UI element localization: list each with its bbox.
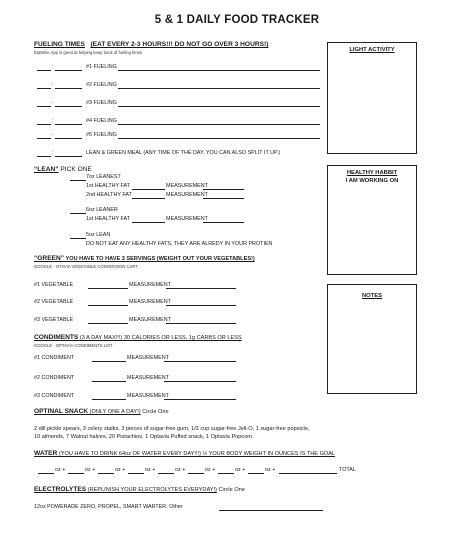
vegetable-label: #2 VEGETABLE: [34, 299, 74, 305]
fueling-heading-note: (EAT EVERY 2-3 HOURS!!! DO NOT GO OVER 3 HOURS!): [90, 41, 269, 48]
measurement-label: MEASUREMENT: [127, 375, 169, 381]
condiments-heading-note: (3 A DAY MAX!!!) 30 CALORIES OR LESS, 1g CARBS OR LESS: [78, 335, 242, 341]
water-oz-label: oz +: [235, 467, 246, 473]
condiment-field[interactable]: [92, 361, 126, 362]
snack-circle-one: Circle One: [140, 409, 169, 415]
water-oz-label: oz +: [265, 467, 276, 473]
electrolytes-circle-one: Circle One: [216, 487, 245, 493]
lean-heading-suffix: PICK ONE: [58, 166, 92, 173]
healthy-fat-label: 2nd HEALTHY FAT: [86, 192, 132, 198]
electrolytes-options[interactable]: 12oz POWERADE ZERO, PROPEL, SMART WARTER, Other: [34, 504, 183, 510]
time-field[interactable]: [55, 138, 82, 139]
time-field[interactable]: [37, 156, 51, 157]
water-oz-field[interactable]: [128, 473, 144, 474]
electrolytes-heading-row: [34, 487, 245, 494]
fueling-entry-field[interactable]: [118, 70, 320, 71]
water-oz-field[interactable]: [218, 473, 234, 474]
condiments-heading-row: [34, 335, 242, 342]
fueling-label: #3 FUELING: [86, 100, 117, 106]
tracker-page: 5 & 1 DAILY FOOD TRACKER LIGHT ACTIVITY HEALTHY HABBIT I AM WORKING ON NOTES FUELING TIMES (EAT EVERY 2-3 HOURS!!! DO NOT GO OVER 3 HOURS!) EatWise App is great at helping keep track of fueling times : #1 FUELING : #2 FUELING : #3 FUELING : #4 FUELING : #5 FUELING : LEAN & GREEN MEAL (ANY TIME OF THE DAY. YOU CAN ALSO SPLIT IT UP.) “LEAN” PICK ONE 7oz LEANEST 1st HEALTHY FAT MEASUREMENT 2nd HEALTHY FAT MEASUREMENT 6oz LEANER 1st HEALTHY FAT MEASUREMENT 5oz LEAN DO NOT EAT ANY HEALTHY FATS, THEY ARE ALREDY IN YOUR PROTIEN “GREEN” YOU HAVE TO HAVE 3 SERVINGS (WEIGHT OUT YOUR VEGETABLES!) GOOGLE - OTAVIA VEGETABLE CONVERSION CART #1 VEGETABLE MEASUREMENT #2 VEGETABLE MEASUREMENT #3 VEGETABLE MEASUREMENT CONDIMENTS (3 A DAY MAX!!!) 30 CALORIES OR LESS, 1g CARBS OR LESS GOOGLE - OPTAVIA CONDIMENTS LIST #1 CONDIMENT MEASUREMENT #2 CONDIMENT MEASUREMENT #3 CONDIMENT MEASUREMENT OPTINAL SNACK (ONLY ONE A DAY!) Circle One 2 dill pickle spears, 3 celery stalks, 3 pieces of sugar-free gum, 1/2 cup sugar-free Jell-O, 1 sugar-free popsicle, 10 almonds, 7 Walnut halves, 20 Pistachios, 1 Optavia Puffed snack, 1 Optavia Popcorn. WATER (YOU HAVE TO DRINK 64oz OF WATER EVERY DAY!!!) ½ YOUR BODY WEIGHT IN OUNCES IS THE GOAL oz + oz + oz + oz + oz + oz + oz + oz + TOTAL ELECTROLYTES (REPLINISH YOUR ELECTROLYTES EVERYDAY!) Circle One 12oz POWERADE ZERO, PROPEL, SMART WARTER, Other: [0, 0, 474, 534]
fueling-entry-field[interactable]: [118, 88, 320, 89]
water-oz-field[interactable]: [248, 473, 264, 474]
page-title: 5 & 1 DAILY FOOD TRACKER: [154, 14, 320, 26]
vegetable-field[interactable]: [88, 305, 128, 306]
healthy-habit-title: HEALTHY HABBIT: [346, 170, 398, 176]
water-oz-label: oz +: [205, 467, 216, 473]
vegetable-label: #3 VEGETABLE: [34, 317, 74, 323]
water-oz-label: oz +: [85, 467, 96, 473]
water-heading: WATER: [34, 450, 58, 457]
snack-heading-note: (ONLY ONE A DAY!): [88, 409, 141, 415]
green-heading-row: [34, 256, 255, 263]
green-heading-note: YOU HAVE TO HAVE 3 SERVINGS (WEIGHT OUT YOUR VEGETABLES!): [64, 256, 255, 262]
electrolytes-heading: ELECTROLYTES: [34, 486, 87, 493]
water-total-label: TOTAL: [339, 467, 356, 473]
water-oz-field[interactable]: [188, 473, 204, 474]
condiment-label: #1 CONDIMENT: [34, 355, 75, 361]
measurement-label: MEASUREMENT: [166, 192, 208, 198]
lean-green-label: LEAN & GREEN MEAL (ANY TIME OF THE DAY. YOU CAN ALSO SPLIT IT UP.): [86, 150, 281, 156]
healthy-fat-label: 1st HEALTHY FAT: [86, 216, 131, 222]
fueling-entry-field[interactable]: [118, 138, 320, 139]
snack-heading: OPTINAL SNACK: [34, 408, 89, 415]
healthy-habit-box: [327, 165, 417, 275]
time-field[interactable]: [55, 70, 82, 71]
fueling-label: #1 FUELING: [86, 64, 117, 70]
measurement-field[interactable]: [203, 189, 244, 190]
water-heading-row: [34, 451, 335, 458]
leaner-label: 6oz LEANER: [86, 207, 118, 213]
measurement-field[interactable]: [166, 323, 236, 324]
time-field[interactable]: [55, 88, 82, 89]
green-heading: “GREEN”: [34, 255, 65, 262]
vegetable-label: #1 VEGETABLE: [34, 282, 74, 288]
time-field[interactable]: [37, 124, 51, 125]
snack-options-line1[interactable]: 2 dill pickle spears, 3 celery stalks, 3 pieces of sugar-free gum, 1/2 cup sugar-free Jell-O, 1 sugar-free popsicle,: [34, 426, 310, 432]
time-field[interactable]: [37, 70, 51, 71]
time-field[interactable]: [37, 88, 51, 89]
lean-note: DO NOT EAT ANY HEALTHY FATS, THEY ARE ALREDY IN YOUR PROTIEN: [86, 241, 273, 247]
fueling-label: #2 FUELING: [86, 82, 117, 88]
measurement-field[interactable]: [164, 399, 236, 400]
healthy-fat-field[interactable]: [132, 198, 165, 199]
time-field[interactable]: [55, 106, 82, 107]
fueling-heading-row: [34, 42, 268, 49]
measurement-field[interactable]: [203, 198, 244, 199]
notes-title: NOTES: [362, 293, 382, 299]
green-subtitle: GOOGLE - OTAVIA VEGETABLE CONVERSION CART: [34, 264, 138, 269]
vegetable-field[interactable]: [88, 323, 128, 324]
measurement-label: MEASUREMENT: [129, 317, 171, 323]
water-oz-field[interactable]: [98, 473, 114, 474]
healthy-fat-field[interactable]: [132, 222, 165, 223]
lean-field[interactable]: [70, 238, 86, 239]
time-field[interactable]: [37, 138, 51, 139]
measurement-field[interactable]: [166, 288, 236, 289]
leaner-field[interactable]: [70, 213, 86, 214]
water-oz-field[interactable]: [158, 473, 174, 474]
light-activity-title: LIGHT ACTIVITY: [349, 47, 395, 53]
lean-heading: “LEAN”: [34, 166, 59, 173]
water-heading-note: (YOU HAVE TO DRINK 64oz OF WATER EVERY DAY!!!) ½ YOUR BODY WEIGHT IN OUNCES IS THE GOAL: [57, 451, 336, 457]
condiment-label: #2 CONDIMENT: [34, 375, 75, 381]
water-oz-field[interactable]: [38, 473, 54, 474]
fueling-label: #5 FUELING: [86, 132, 117, 138]
condiment-label: #3 CONDIMENT: [34, 393, 75, 399]
snack-options-line2[interactable]: 10 almonds, 7 Walnut halves, 20 Pistachios, 1 Optavia Puffed snack, 1 Optavia Popcorn.: [34, 434, 254, 440]
fueling-subtitle: EatWise App is great at helping keep track of fueling times: [34, 50, 143, 55]
measurement-field[interactable]: [166, 305, 236, 306]
snack-heading-row: [34, 409, 169, 416]
measurement-label: MEASUREMENT: [127, 393, 169, 399]
water-oz-label: oz +: [115, 467, 126, 473]
leanest-field[interactable]: [70, 180, 86, 181]
measurement-field[interactable]: [203, 222, 244, 223]
healthy-habit-subtitle: I AM WORKING ON: [345, 178, 399, 184]
measurement-field[interactable]: [164, 361, 236, 362]
time-field[interactable]: [37, 106, 51, 107]
measurement-label: MEASUREMENT: [166, 216, 208, 222]
fueling-label: #4 FUELING: [86, 118, 117, 124]
condiment-field[interactable]: [92, 399, 126, 400]
healthy-fat-label: 1st HEALTHY FAT: [86, 183, 131, 189]
time-field[interactable]: [55, 124, 82, 125]
electrolytes-other-field[interactable]: [219, 510, 323, 511]
water-oz-label: oz +: [55, 467, 66, 473]
condiments-heading: CONDIMENTS: [34, 334, 79, 341]
water-oz-field[interactable]: [68, 473, 84, 474]
water-oz-label: oz +: [145, 467, 156, 473]
time-field[interactable]: [55, 156, 82, 157]
electrolytes-heading-note: (REPLINISH YOUR ELECTROLYTES EVERYDAY!): [86, 487, 217, 493]
measurement-label: MEASUREMENT: [127, 355, 169, 361]
fueling-heading: FUELING TIMES: [34, 41, 85, 48]
vegetable-field[interactable]: [88, 288, 128, 289]
healthy-fat-field[interactable]: [132, 189, 165, 190]
leanest-label: 7oz LEANEST: [86, 174, 121, 180]
water-total-field[interactable]: [279, 473, 337, 474]
lean-heading-row: [34, 167, 92, 174]
fueling-entry-field[interactable]: [118, 124, 320, 125]
light-activity-box: [327, 42, 417, 154]
measurement-label: MEASUREMENT: [129, 299, 171, 305]
lean-label: 5oz LEAN: [86, 232, 111, 238]
measurement-field[interactable]: [164, 381, 236, 382]
condiment-field[interactable]: [92, 381, 126, 382]
water-oz-label: oz +: [175, 467, 186, 473]
measurement-label: MEASUREMENT: [129, 282, 171, 288]
measurement-label: MEASUREMENT: [166, 183, 208, 189]
notes-box: [327, 284, 417, 394]
condiments-subtitle: GOOGLE - OPTAVIA CONDIMENTS LIST: [34, 343, 113, 348]
fueling-entry-field[interactable]: [118, 106, 320, 107]
